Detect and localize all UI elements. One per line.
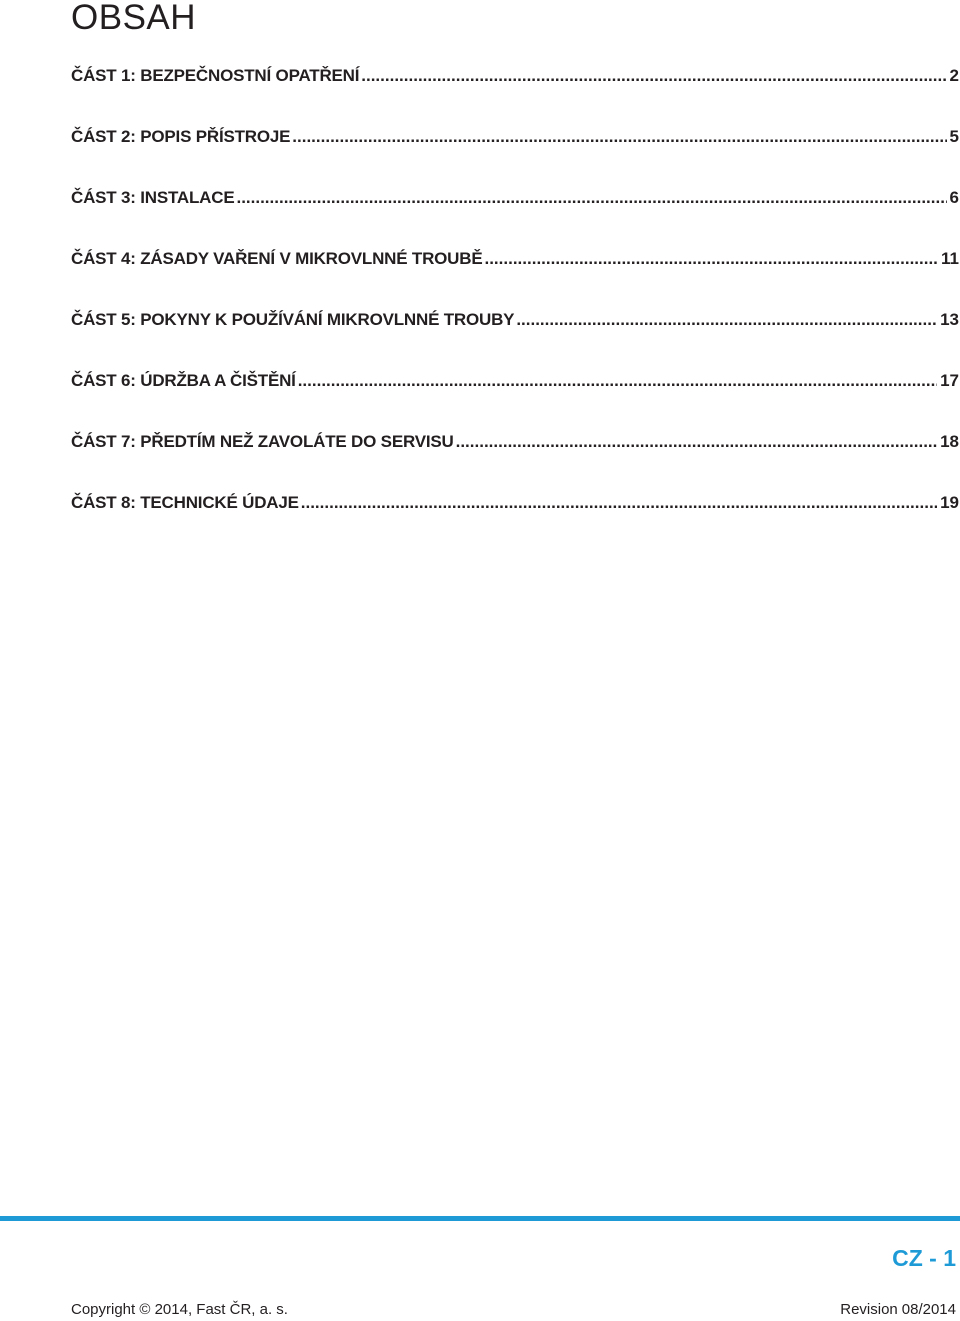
toc-dot-leader — [361, 64, 946, 88]
toc-item-part-1[interactable] — [71, 64, 959, 88]
page-number: CZ - 1 — [892, 1245, 956, 1271]
toc-item-label: ČÁST 7: PŘEDTÍM NEŽ ZAVOLÁTE DO SERVISU — [71, 432, 454, 451]
toc-item-part-8[interactable] — [71, 491, 959, 515]
page-title: OBSAH — [71, 0, 197, 37]
revision-info — [840, 1300, 956, 1320]
toc-item-page: 17 — [940, 371, 959, 390]
toc-item-label: ČÁST 2: POPIS PŘÍSTROJE — [71, 127, 291, 146]
toc-item-page: 13 — [940, 310, 959, 329]
toc-item-label: ČÁST 6: ÚDRŽBA A ČIŠTĚNÍ — [71, 371, 296, 390]
toc-item-label: ČÁST 8: TECHNICKÉ ÚDAJE — [71, 493, 299, 512]
toc-item-page: 11 — [941, 249, 959, 268]
revision-label: Revision — [840, 1301, 898, 1318]
toc-dot-leader — [516, 308, 937, 332]
toc-item-part-5[interactable] — [71, 308, 959, 332]
toc-item-label: ČÁST 5: POKYNY K POUŽÍVÁNÍ MIKROVLNNÉ TROUBY — [71, 310, 515, 329]
toc-item-part-3[interactable] — [71, 186, 959, 210]
toc-item-page: 19 — [940, 493, 959, 512]
toc-item-page: 18 — [940, 432, 959, 451]
toc-item-part-7[interactable] — [71, 430, 959, 454]
toc-dot-leader — [301, 491, 937, 515]
toc-item-page: 5 — [949, 127, 959, 146]
toc-item-page: 2 — [949, 66, 959, 85]
toc-item-label: ČÁST 1: BEZPEČNOSTNÍ OPATŘENÍ — [71, 66, 360, 85]
toc-dot-leader — [298, 369, 937, 393]
copyright-notice: Copyright © 2014, Fast ČR, a. s. — [71, 1301, 288, 1318]
toc-item-part-6[interactable] — [71, 369, 959, 393]
toc-item-page: 6 — [949, 188, 959, 207]
toc-item-part-4[interactable] — [71, 247, 959, 271]
toc-item-part-2[interactable] — [71, 125, 959, 149]
toc-dot-leader — [484, 247, 938, 271]
toc-dot-leader — [292, 125, 946, 149]
toc-item-label: ČÁST 3: INSTALACE — [71, 188, 235, 207]
toc-dot-leader — [456, 430, 937, 454]
toc-dot-leader — [236, 186, 946, 210]
footer-divider — [0, 1216, 960, 1221]
revision-date: 08/2014 — [901, 1301, 956, 1318]
toc-item-label: ČÁST 4: ZÁSADY VAŘENÍ V MIKROVLNNÉ TROUBĚ — [71, 249, 483, 268]
